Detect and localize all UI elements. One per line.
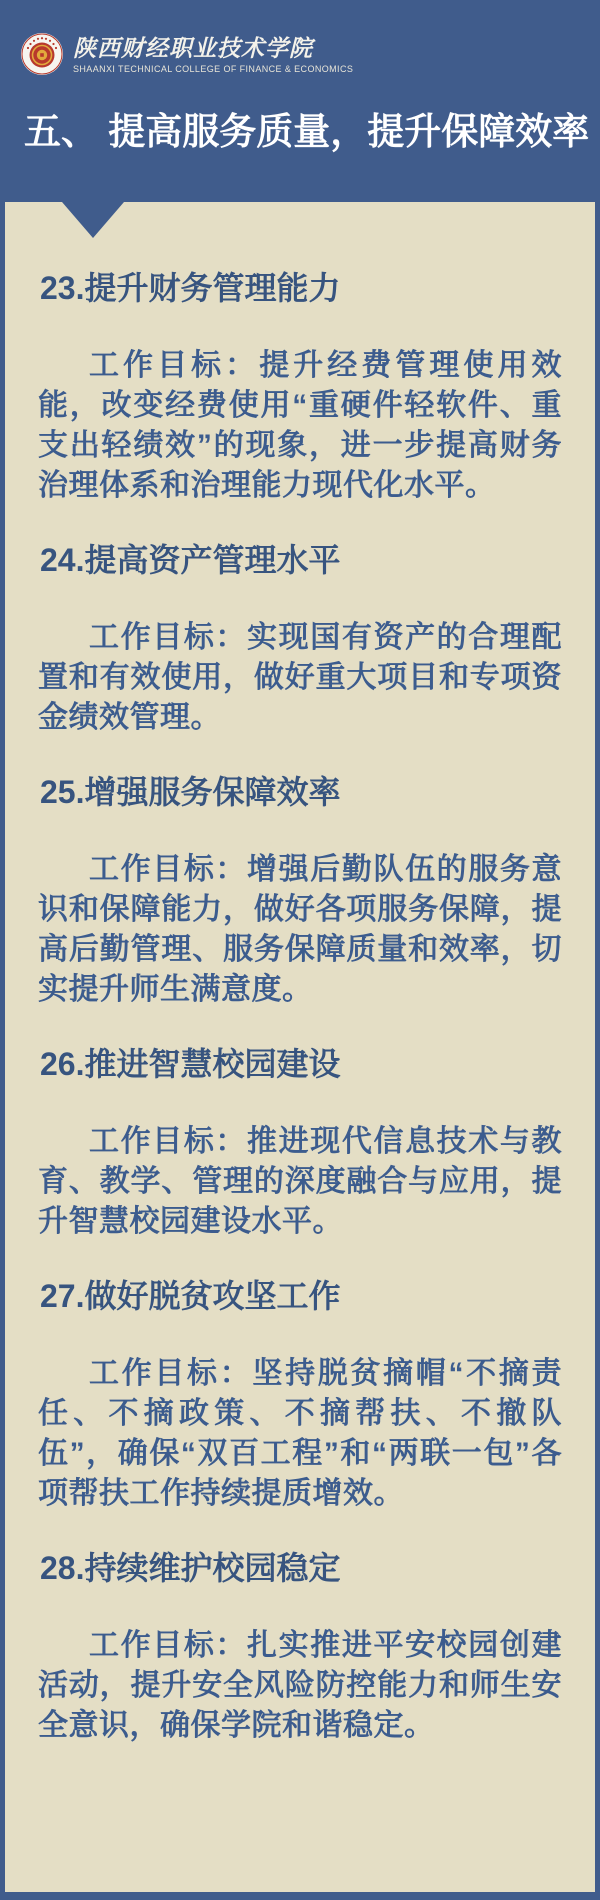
section-heading: 26.推进智慧校园建设 bbox=[40, 1046, 341, 1082]
section-heading: 23.提升财务管理能力 bbox=[40, 270, 341, 306]
goal-section bbox=[38, 1550, 562, 1746]
section-body-text: 工作目标：扎实推进平安校园创建活动，提升安全风险防控能力和师生安全意识，确保学院和谐稳定。 bbox=[38, 1629, 562, 1742]
section-body-text: 工作目标：增强后勤队伍的服务意识和保障能力，做好各项服务保障，提高后勤管理、服务保障质量和效率，切实提升师生满意度。 bbox=[38, 853, 562, 1006]
logo-text bbox=[73, 35, 353, 74]
section-body-text: 工作目标：坚持脱贫摘帽“不摘责任、不摘政策、不摘帮扶、不撤队伍”，确保“双百工程”和“两联一包”各项帮扶工作持续提质增效。 bbox=[38, 1357, 562, 1510]
section-body-text: 工作目标：推进现代信息技术与教育、教学、管理的深度融合与应用，提升智慧校园建设水平。 bbox=[38, 1125, 562, 1238]
section-heading: 25.增强服务保障效率 bbox=[40, 774, 341, 810]
section-body-text: 工作目标：实现国有资产的合理配置和有效使用，做好重大项目和专项资金绩效管理。 bbox=[38, 621, 562, 734]
sections-list bbox=[38, 270, 562, 1746]
content-panel bbox=[5, 202, 595, 1892]
section-heading: 24.提高资产管理水平 bbox=[40, 542, 341, 578]
section-heading: 27.做好脱贫攻坚工作 bbox=[40, 1278, 341, 1314]
notch-triangle-icon bbox=[62, 202, 124, 238]
school-name-cn: 陕西财经职业技术学院 bbox=[73, 34, 313, 61]
school-name-en: SHAANXI TECHNICAL COLLEGE OF FINANCE & ECONOMICS bbox=[73, 63, 354, 74]
logo-row bbox=[20, 32, 353, 76]
section-body-text: 工作目标：提升经费管理使用效能，改变经费使用“重硬件轻软件、重支出轻绩效”的现象，进一步提高财务治理体系和治理能力现代化水平。 bbox=[38, 349, 562, 502]
page-title: 五、 提高服务质量，提升保障效率 bbox=[24, 111, 590, 152]
goal-section bbox=[38, 270, 562, 506]
header bbox=[0, 0, 600, 202]
section-heading: 28.持续维护校园稳定 bbox=[40, 1550, 341, 1586]
school-seal-icon bbox=[20, 32, 64, 76]
goal-section bbox=[38, 1046, 562, 1242]
goal-section bbox=[38, 774, 562, 1010]
goal-section bbox=[38, 1278, 562, 1514]
goal-section bbox=[38, 542, 562, 738]
